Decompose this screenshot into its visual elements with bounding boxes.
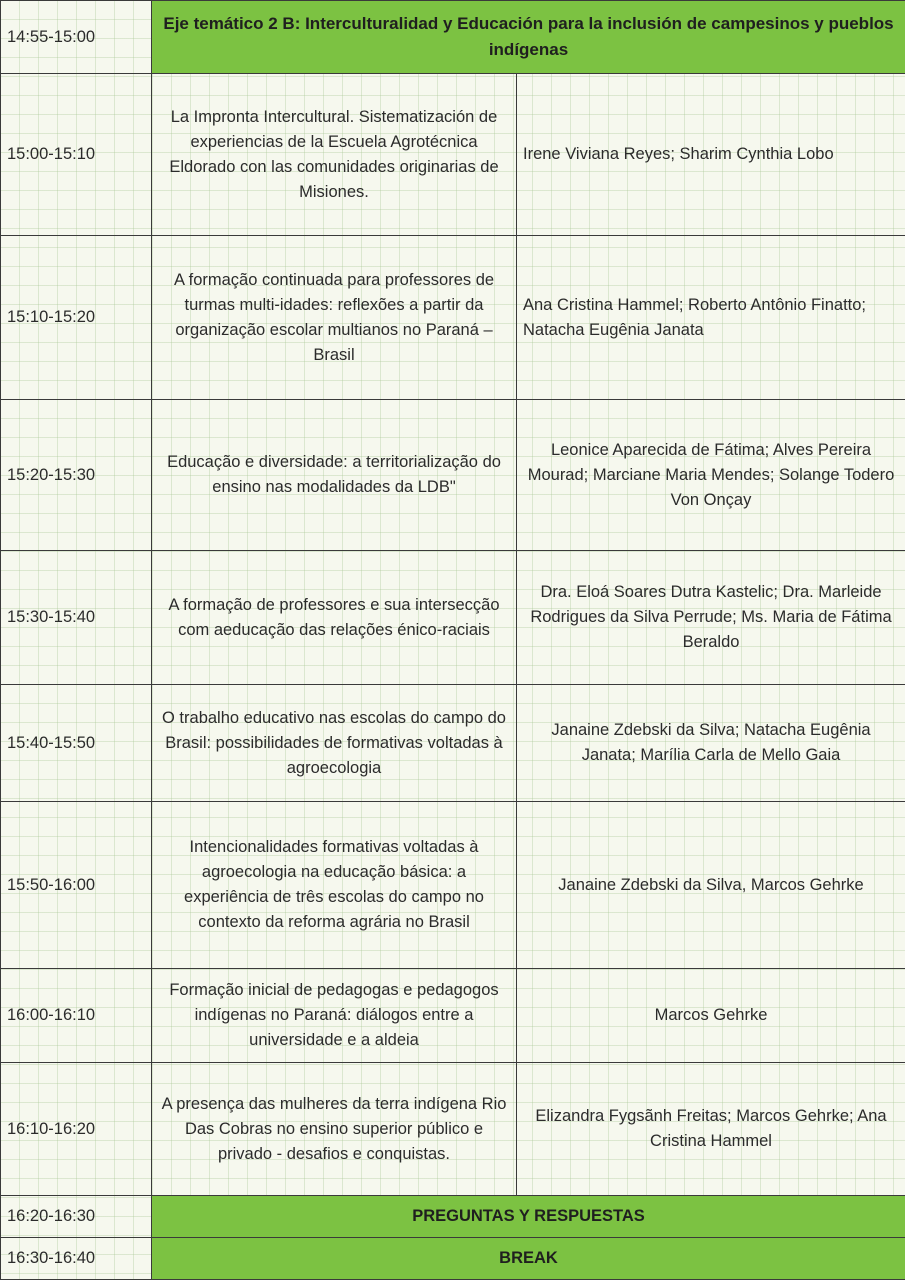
session-title: La Impronta Intercultural. Sistematización de experiencias de la Escuela Agrotécnica Eldorado con las comunidades originarias de Misiones. xyxy=(152,74,517,236)
break-label: BREAK xyxy=(152,1238,905,1280)
session-time: 15:00-15:10 xyxy=(1,74,152,236)
session-row xyxy=(1,551,905,685)
session-title: A formação continuada para professores de turmas multi-idades: reflexões a partir da organização escolar multianos no Paraná – Brasil xyxy=(152,236,517,400)
session-authors: Elizandra Fygsãnh Freitas; Marcos Gehrke; Ana Cristina Hammel xyxy=(517,1063,905,1196)
section-title: Eje temático 2 B: Interculturalidad y Educación para la inclusión de campesinos y pueblos indígenas xyxy=(152,1,905,74)
header-row xyxy=(1,1,905,74)
session-title: Formação inicial de pedagogas e pedagogos indígenas no Paraná: diálogos entre a universidade e a aldeia xyxy=(152,969,517,1063)
qa-row xyxy=(1,1196,905,1238)
qa-time: 16:20-16:30 xyxy=(1,1196,152,1238)
session-row xyxy=(1,802,905,969)
break-row xyxy=(1,1238,905,1280)
session-authors: Irene Viviana Reyes; Sharim Cynthia Lobo xyxy=(517,74,905,236)
session-time: 15:10-15:20 xyxy=(1,236,152,400)
session-authors: Janaine Zdebski da Silva; Natacha Eugênia Janata; Marília Carla de Mello Gaia xyxy=(517,685,905,802)
qa-label: PREGUNTAS Y RESPUESTAS xyxy=(152,1196,905,1238)
session-time: 15:30-15:40 xyxy=(1,551,152,685)
session-time: 15:20-15:30 xyxy=(1,400,152,551)
session-row xyxy=(1,969,905,1063)
session-row xyxy=(1,74,905,236)
session-time: 16:00-16:10 xyxy=(1,969,152,1063)
session-authors: Leonice Aparecida de Fátima; Alves Pereira Mourad; Marciane Maria Mendes; Solange Todero Von Onçay xyxy=(517,400,905,551)
session-time: 16:10-16:20 xyxy=(1,1063,152,1196)
session-title: O trabalho educativo nas escolas do campo do Brasil: possibilidades de formativas voltadas à agroecologia xyxy=(152,685,517,802)
session-title: A presença das mulheres da terra indígena Rio Das Cobras no ensino superior público e privado - desafios e conquistas. xyxy=(152,1063,517,1196)
session-row xyxy=(1,400,905,551)
session-authors: Dra. Eloá Soares Dutra Kastelic; Dra. Marleide Rodrigues da Silva Perrude; Ms. Maria de Fátima Beraldo xyxy=(517,551,905,685)
header-time: 14:55-15:00 xyxy=(1,1,152,74)
session-authors: Ana Cristina Hammel; Roberto Antônio Finatto; Natacha Eugênia Janata xyxy=(517,236,905,400)
session-title: Intencionalidades formativas voltadas à agroecologia na educação básica: a experiência de três escolas do campo no contexto da reforma agrária no Brasil xyxy=(152,802,517,969)
session-row xyxy=(1,685,905,802)
session-authors: Janaine Zdebski da Silva, Marcos Gehrke xyxy=(517,802,905,969)
session-title: A formação de professores e sua intersecção com aeducação das relações énico-raciais xyxy=(152,551,517,685)
break-time: 16:30-16:40 xyxy=(1,1238,152,1280)
session-row xyxy=(1,1063,905,1196)
session-title: Educação e diversidade: a territorialização do ensino nas modalidades da LDB" xyxy=(152,400,517,551)
session-row xyxy=(1,236,905,400)
session-authors: Marcos Gehrke xyxy=(517,969,905,1063)
session-time: 15:50-16:00 xyxy=(1,802,152,969)
session-time: 15:40-15:50 xyxy=(1,685,152,802)
